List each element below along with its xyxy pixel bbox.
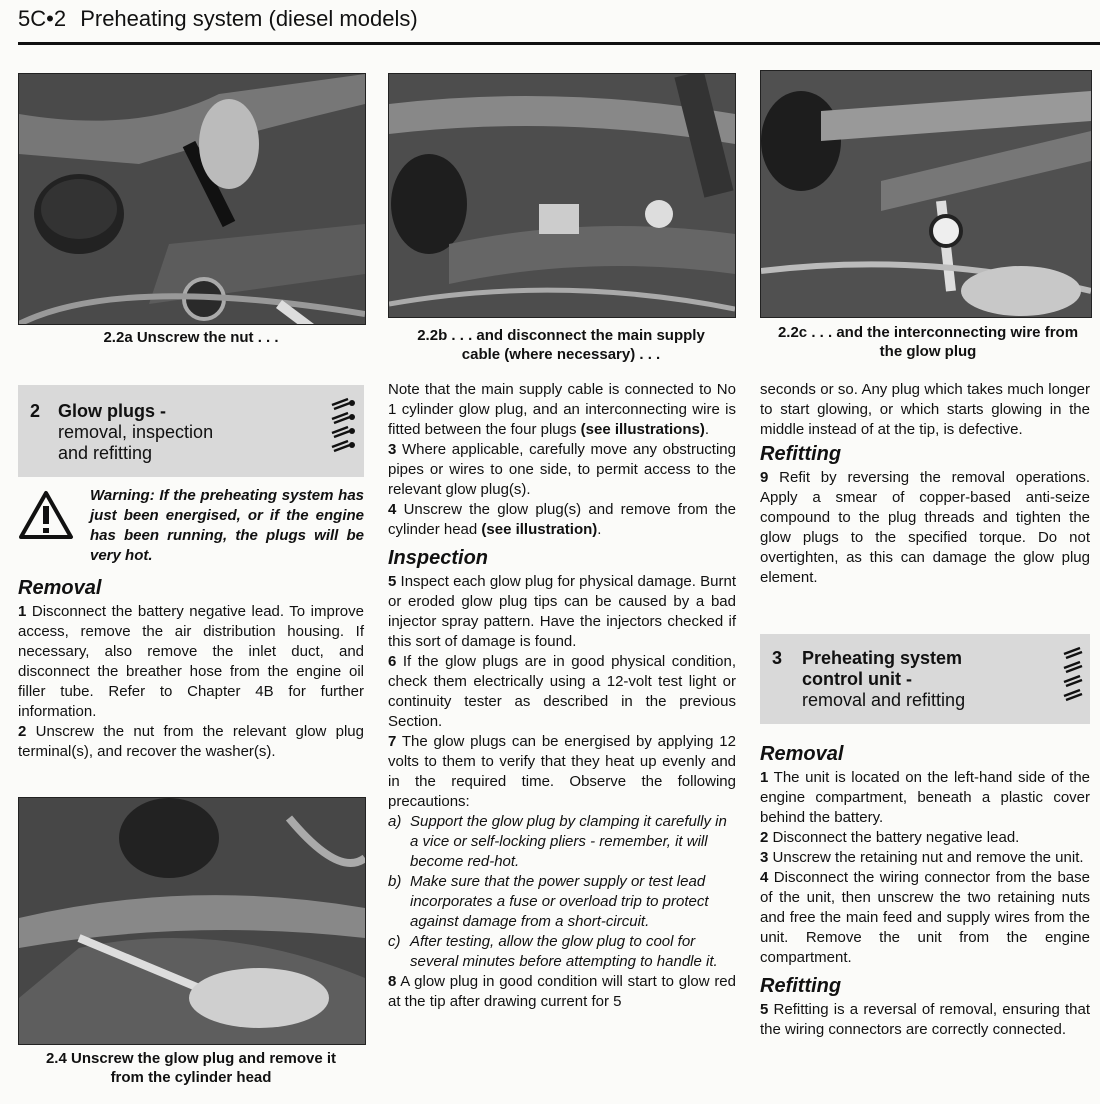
section-subtitle: removal, inspection bbox=[58, 422, 214, 442]
heading-removal: Removal bbox=[18, 577, 102, 599]
fig-number: 2.2a bbox=[103, 329, 133, 346]
caption-2-4 bbox=[18, 1049, 364, 1087]
caption-2-2c bbox=[758, 323, 1098, 361]
section-subtitle: removal and refitting bbox=[802, 690, 966, 710]
fig-caption: Unscrew the nut . . . bbox=[136, 329, 279, 346]
paragraph-9: 9 Refit by reversing the removal operations. Apply a smear of copper-based anti-seize compound to the plug threads and tighten the glow plugs to the specified torque. Do not overtighten, as this can damage the glow plug element. bbox=[760, 469, 1090, 586]
fig-caption: from the cylinder head bbox=[110, 1069, 272, 1086]
header-rule bbox=[18, 42, 1100, 45]
warning-text: Warning: If the preheating system has just been energised, or if the engine has been running, the plugs will be very hot. bbox=[90, 487, 365, 564]
paragraph-note: Note that the main supply cable is connected to No 1 cylinder glow plug, and an interconnecting wire is fitted between the four plugs (see illustrations). bbox=[388, 381, 736, 438]
column-3 bbox=[760, 380, 1090, 588]
paragraph-r4: 4 Disconnect the wiring connector from the base of the unit, then unscrew the two retaining nuts and free the main feed and supply wires from the unit. Remove the unit from the engine compartment. bbox=[760, 869, 1090, 966]
photo-2-4 bbox=[18, 797, 366, 1045]
column-1 bbox=[18, 574, 364, 762]
paragraph-3: 3 Where applicable, carefully move any obstructing pipes or wires to one side, to permit access to the relevant glow plug(s). bbox=[388, 441, 736, 498]
column-2 bbox=[388, 380, 736, 1012]
paragraph-6: 6 If the glow plugs are in good physical condition, check them electrically using a 12-volt test light or continuity tester as described in the previous Section. bbox=[388, 653, 736, 730]
caption-2-2b bbox=[388, 326, 734, 364]
fig-caption: cable (where necessary) . . . bbox=[461, 346, 661, 363]
fig-number: 2.2b bbox=[417, 327, 448, 344]
section-2-header bbox=[18, 385, 364, 477]
fig-caption: . . . and disconnect the main supply bbox=[451, 327, 705, 344]
section-subtitle: and refitting bbox=[58, 443, 153, 463]
heading-inspection: Inspection bbox=[388, 547, 489, 569]
fig-number: 2.4 bbox=[45, 1050, 67, 1067]
paragraph-continued: seconds or so. Any plug which takes much longer to start glowing, or which starts glowing in the middle instead of at the tip, is defective. bbox=[760, 381, 1090, 438]
paragraph-5: 5 Inspect each glow plug for physical damage. Burnt or eroded glow plug tips can be caused by a bad injector spray pattern. Have the injectors checked if this sort of damage is found. bbox=[388, 573, 736, 650]
paragraph-r2: 2 Disconnect the battery negative lead. bbox=[760, 829, 1020, 846]
paragraph-8: 8 A glow plug in good condition will start to glow red at the tip after drawing current for 5 bbox=[388, 973, 736, 1010]
section-title: Preheating system bbox=[802, 648, 963, 668]
paragraph-r1: 1 The unit is located on the left-hand side of the engine compartment, beneath a plastic cover behind the battery. bbox=[760, 769, 1090, 826]
list-item: b) Make sure that the power supply or test lead incorporates a fuse or overload trip to protect against damage from a short-circuit. bbox=[388, 873, 709, 930]
page-number: 5C•2 bbox=[18, 6, 67, 31]
fig-caption: Unscrew the glow plug and remove it bbox=[70, 1050, 337, 1067]
section-number: 2 bbox=[30, 401, 41, 421]
paragraph-r3: 3 Unscrew the retaining nut and remove the unit. bbox=[760, 849, 1084, 866]
list-item: a) Support the glow plug by clamping it carefully in a vice or self-locking pliers - remember, it will become red-hot. bbox=[388, 813, 727, 870]
fig-number: 2.2c bbox=[777, 324, 808, 341]
heading-removal-2: Removal bbox=[760, 743, 844, 765]
heading-refitting-2: Refitting bbox=[760, 975, 842, 997]
fig-caption: the glow plug bbox=[879, 343, 977, 360]
difficulty-spanner-icon bbox=[328, 395, 358, 461]
heading-refitting: Refitting bbox=[760, 443, 842, 465]
photo-2-2c bbox=[760, 70, 1092, 318]
section-3-header bbox=[760, 634, 1090, 724]
column-3-lower bbox=[760, 740, 1090, 1040]
photo-2-2b bbox=[388, 73, 736, 318]
fig-caption: . . . and the interconnecting wire from bbox=[811, 324, 1079, 341]
page-header bbox=[18, 6, 418, 32]
paragraph-1: 1 Disconnect the battery negative lead. To improve access, remove the air distribution housing. If necessary, also remove the inlet duct, and disconnect the breather hose from the engine oil filler tube. Refer to Chapter 4B for further information. bbox=[18, 603, 364, 720]
paragraph-2: 2 Unscrew the nut from the relevant glow plug terminal(s), and recover the washer(s). bbox=[18, 723, 364, 760]
section-number: 3 bbox=[772, 648, 783, 668]
paragraph-r5: 5 Refitting is a reversal of removal, ensuring that the wiring connectors are correctly connected. bbox=[760, 1001, 1091, 1038]
section-title: control unit - bbox=[802, 669, 912, 689]
paragraph-7: 7 The glow plugs can be energised by applying 12 volts to them to verify that they heat up evenly and in the required time. Observe the following precautions: bbox=[388, 733, 736, 810]
photo-2-2a bbox=[18, 73, 366, 325]
list-item: c) After testing, allow the glow plug to cool for several minutes before attempting to handle it. bbox=[388, 933, 718, 970]
caption-2-2a bbox=[18, 328, 364, 347]
page-title: Preheating system (diesel models) bbox=[80, 6, 418, 31]
warning-icon bbox=[18, 490, 74, 540]
section-title: Glow plugs - bbox=[58, 401, 166, 421]
paragraph-4: 4 Unscrew the glow plug(s) and remove from the cylinder head (see illustration). bbox=[388, 501, 736, 538]
difficulty-spanner-icon bbox=[1060, 644, 1088, 710]
